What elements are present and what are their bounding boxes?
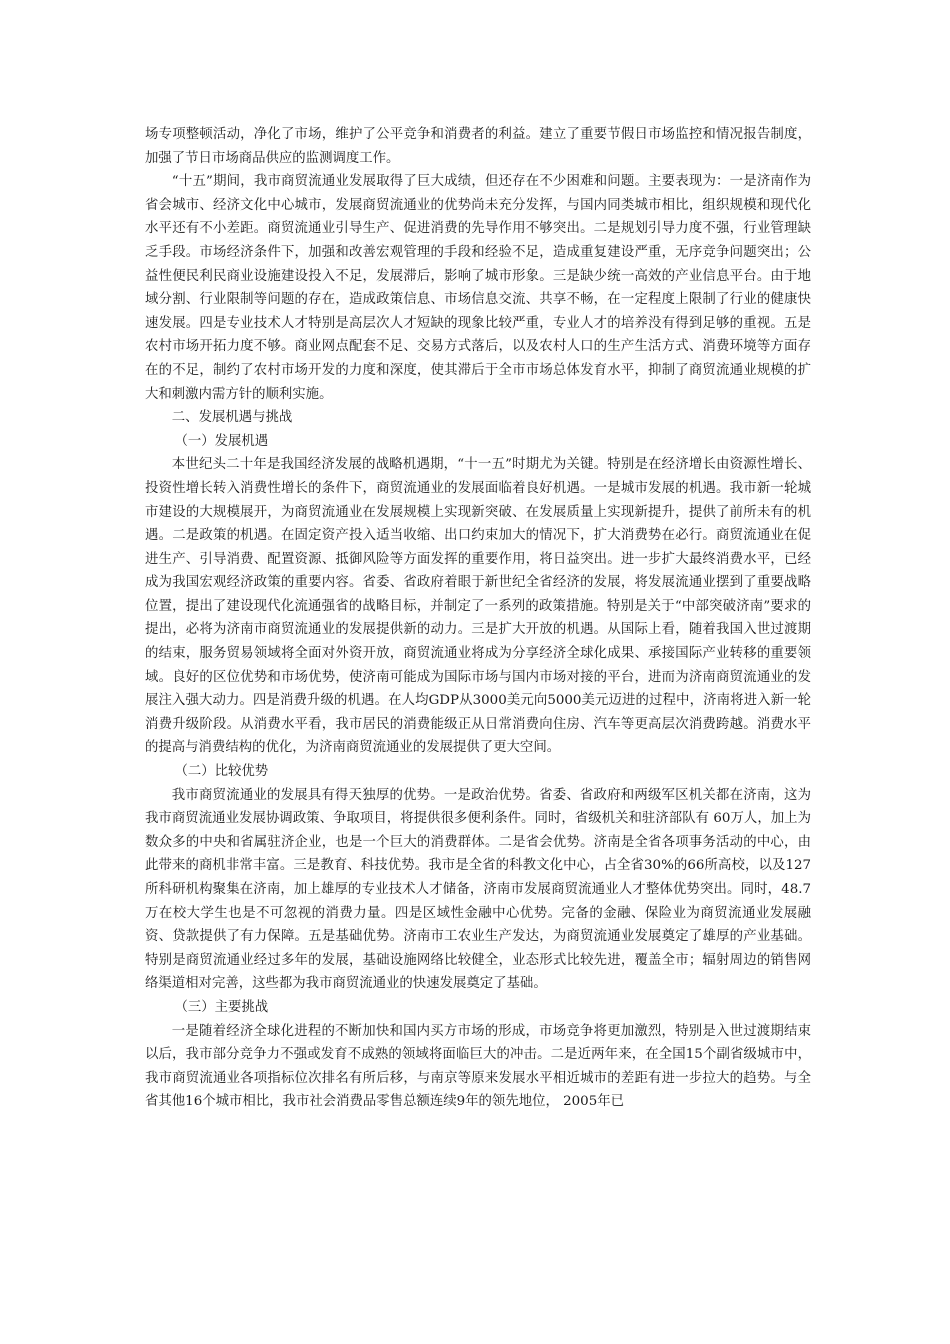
document-page — [145, 123, 811, 1114]
subsection-heading-challenges: （三）主要挑战 — [174, 999, 269, 1015]
paragraph-continued: 场专项整顿活动，净化了市场，维护了公平竞争和消费者的利益。建立了重要节假日市场监控和情况报告制度，加强了节日市场商品供应的监测调度工作。 — [145, 127, 811, 166]
subsection-heading-advantages: （二）比较优势 — [174, 764, 269, 780]
paragraph-problems: “十五”期间，我市商贸流通业发展取得了巨大成绩，但还存在不少困难和问题。主要表现为：一是济南作为省会城市、经济文化中心城市，发展商贸流通业的优势尚未充分发挥，与国内同类城市相比，组织规模和现代化水平还有不小差距。商贸流通业引导生产、促进消费的先导作用不够突出。二是规划引导力度不强，行业管理缺乏手段。市场经济条件下，加强和改善宏观管理的手段和经验不足，造成重复建设严重，无序竞争问题突出；公益性便民利民商业设施建设投入不足，发展滞后，影响了城市形象。三是缺少统一高效的产业信息平台。由于地域分割、行业限制等问题的存在，造成政策信息、市场信息交流、共享不畅，在一定程度上限制了行业的健康快速发展。四是专业技术人才特别是高层次人才短缺的现象比较严重，专业人才的培养没有得到足够的重视。五是农村市场开拓力度不够。商业网点配套不足、交易方式落后，以及农村人口的生产生活方式、消费环境等方面存在的不足，制约了农村市场开发的力度和深度，使其滞后于全市市场总体发育水平，抑制了商贸流通业规模的扩大和刺激内需方针的顺利实施。 — [145, 174, 811, 402]
paragraph-opportunities: 本世纪头二十年是我国经济发展的战略机遇期，“十一五”时期尤为关键。特别是在经济增长由资源性增长、投资性增长转入消费性增长的条件下，商贸流通业的发展面临着良好机遇。一是城市发展的机遇。我市新一轮城市建设的大规模展开，为商贸流通业在发展规模上实现新突破、在发展质量上实现新提升，提供了前所未有的机遇。二是政策的机遇。在固定资产投入适当收缩、出口约束加大的情况下，扩大消费势在必行。商贸流通业在促进生产、引导消费、配置资源、抵御风险等方面发挥的重要作用，将日益突出。进一步扩大最终消费水平，已经成为我国宏观经济政策的重要内容。省委、省政府着眼于新世纪全省经济的发展，将发展流通业摆到了重要战略位置，提出了建设现代化流通强省的战略目标，并制定了一系列的政策措施。特别是关于“中部突破济南”要求的提出，必将为济南市商贸流通业的发展提供新的动力。三是扩大开放的机遇。从国际上看，随着我国入世过渡期的结束，服务贸易领域将全面对外资开放，商贸流通业将成为分享经济全球化成果、承接国际产业转移的重要领域。良好的区位优势和市场优势，使济南可能成为国际市场与国内市场对接的平台，进而为济南商贸流通业的发展注入强大动力。四是消费升级的机遇。在人均GDP从3000美元向5000美元迈进的过程中，济南将进入新一轮消费升级阶段。从消费水平看，我市居民的消费能级正从日常消费向住房、汽车等更高层次消费跨越。消费水平的提高与消费结构的优化，为济南商贸流通业的发展提供了更大空间。 — [145, 457, 811, 756]
paragraph-challenges: 一是随着经济全球化进程的不断加快和国内买方市场的形成，市场竞争将更加激烈，特别是入世过渡期结束以后，我市部分竞争力不强或发育不成熟的领域将面临巨大的冲击。二是近两年来，在全国15个副省级城市中，我市商贸流通业各项指标位次排名有所后移，与南京等原来发展水平相近城市的差距有进一步拉大的趋势。与全省其他16个城市相比，我市社会消费品零售总额连续9年的领先地位， 2005年已 — [145, 1023, 811, 1110]
section-heading-opportunities-challenges: 二、发展机遇与挑战 — [171, 410, 293, 426]
subsection-heading-opportunities: （一）发展机遇 — [174, 433, 269, 449]
paragraph-advantages: 我市商贸流通业的发展具有得天独厚的优势。一是政治优势。省委、省政府和两级军区机关都在济南，这为我市商贸流通业发展协调政策、争取项目，将提供很多便利条件。同时，省级机关和驻济部队有 60万人，加上为数众多的中央和省属驻济企业，也是一个巨大的消费群体。二是省会优势。济南是全省各项事务活动的中心，由此带来的商机非常丰富。三是教育、科技优势。我市是全省的科教文化中心，占全省30%的66所高校，以及127所科研机构聚集在济南，加上雄厚的专业技术人才储备，济南市发展商贸流通业人才整体优势突出。同时，48.7万在校大学生也是不可忽视的消费力量。四是区域性金融中心优势。完备的金融、保险业为商贸流通业发展融资、贷款提供了有力保障。五是基础优势。济南市工农业生产发达，为商贸流通业发展奠定了雄厚的产业基础。特别是商贸流通业经过多年的发展，基础设施网络比较健全，业态形式比较先进，覆盖全市；辐射周边的销售网络渠道相对完善，这些都为我市商贸流通业的快速发展奠定了基础。 — [145, 787, 811, 992]
